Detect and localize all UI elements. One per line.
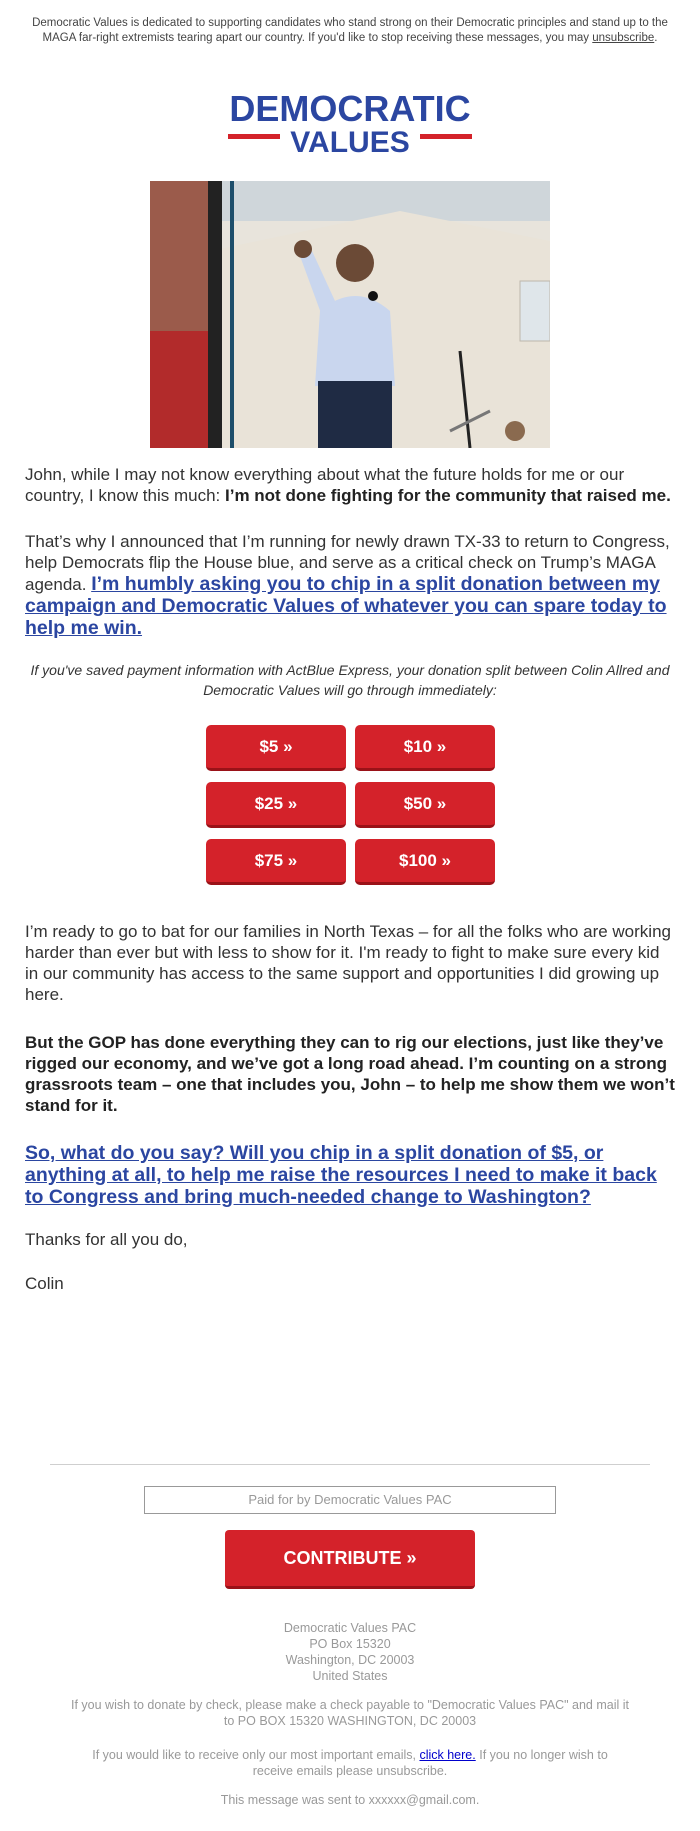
donate-100-button[interactable]: $100 » <box>355 839 495 885</box>
footer-address <box>50 1620 650 1684</box>
footer-divider <box>50 1464 650 1465</box>
contribute-button[interactable]: CONTRIBUTE » <box>225 1530 475 1589</box>
thanks-text: Thanks for all you do, <box>25 1230 188 1249</box>
donate-ask-link[interactable]: I’m humbly asking you to chip in a split donation between my campaign and Democratic Values of whatever you can spare today to help me win. <box>25 573 667 639</box>
address-line: PO Box 15320 <box>309 1637 391 1651</box>
address-line: Washington, DC 20003 <box>285 1653 415 1667</box>
unsubscribe-link[interactable]: unsubscribe <box>592 32 655 44</box>
donate-5-button[interactable]: $5 » <box>206 725 346 771</box>
paragraph-5 <box>25 1142 675 1208</box>
paragraph-1-text: John, while I may not know everything about what the future holds for me or our country, I know this much: <box>25 465 625 505</box>
logo-bar-left <box>228 134 280 139</box>
candidate-photo-image <box>150 181 550 448</box>
header-disclaimer: Democratic Values is dedicated to supporting candidates who stand strong on their Democratic principles and stand up to the MAGA far-right extremists tearing apart our country. If you'd like to stop receiving these messages, you may unsubscribe. <box>32 17 668 44</box>
candidate-photo <box>150 181 550 448</box>
paid-for-box: Paid for by Democratic Values PAC <box>144 1486 556 1514</box>
check-donation-note: If you wish to donate by check, please make a check payable to "Democratic Values PAC" and mail it to PO BOX 15320 WASHINGTON, DC 20003 <box>71 1698 629 1728</box>
disclaimer-text: Democratic Values is dedicated to supporting candidates who stand strong on their Democratic principles and stand up to the MAGA far-right extremists tearing apart our country. If you'd like to stop receiving these messages, you may <box>32 17 668 44</box>
paragraph-4: But the GOP has done everything they can to rig our elections, just like they’ve rigged our economy, and we’ve got a long road ahead. I’m counting on a strong grassroots team – one that includes you, John – to help me show them we won’t stand for it. <box>25 1033 675 1115</box>
actblue-express-note: If you've saved payment information with ActBlue Express, your donation split between Colin Allred and Democratic Values will go through immediately: <box>30 662 670 698</box>
donate-75-button[interactable]: $75 » <box>206 839 346 885</box>
email-preferences-note: If you would like to receive only our most important emails, click here. If you no longer wish to receive emails please unsubscribe. <box>92 1748 608 1778</box>
final-ask-link[interactable]: So, what do you say? Will you chip in a split donation of $5, or anything at all, to help me raise the resources I need to make it back to Congress and bring much-needed change to Washington? <box>25 1142 657 1208</box>
signature: Colin <box>25 1274 64 1293</box>
address-line: Democratic Values PAC <box>283 1621 417 1635</box>
sent-to-note: This message was sent to xxxxxx@gmail.com. <box>220 1793 480 1807</box>
paragraph-1-bold: I’m not done fighting for the community that raised me. <box>225 486 671 505</box>
donate-25-button[interactable]: $25 » <box>206 782 346 828</box>
democratic-values-logo <box>220 90 480 160</box>
address-line: United States <box>312 1669 388 1683</box>
paragraph-3: I’m ready to go to bat for our families in North Texas – for all the folks who are working harder than ever but with less to show for it. I'm ready to fight to make sure every kid in our community has access to the same support and opportunities I did growing up here. <box>25 922 671 1004</box>
paragraph-1 <box>25 464 675 506</box>
logo-line-1: DEMOCRATIC <box>229 88 471 129</box>
logo-bar-right <box>420 134 472 139</box>
paragraph-2-text: That’s why I announced that I’m running for newly drawn TX-33 to return to Congress, help Democrats flip the House blue, and serve as a critical check on Trump’s MAGA agenda. <box>25 532 670 594</box>
donate-50-button[interactable]: $50 » <box>355 782 495 828</box>
paragraph-2 <box>25 531 675 639</box>
click-here-link[interactable]: click here. <box>419 1748 476 1762</box>
logo-line-2: VALUES <box>290 126 410 159</box>
donate-10-button[interactable]: $10 » <box>355 725 495 771</box>
